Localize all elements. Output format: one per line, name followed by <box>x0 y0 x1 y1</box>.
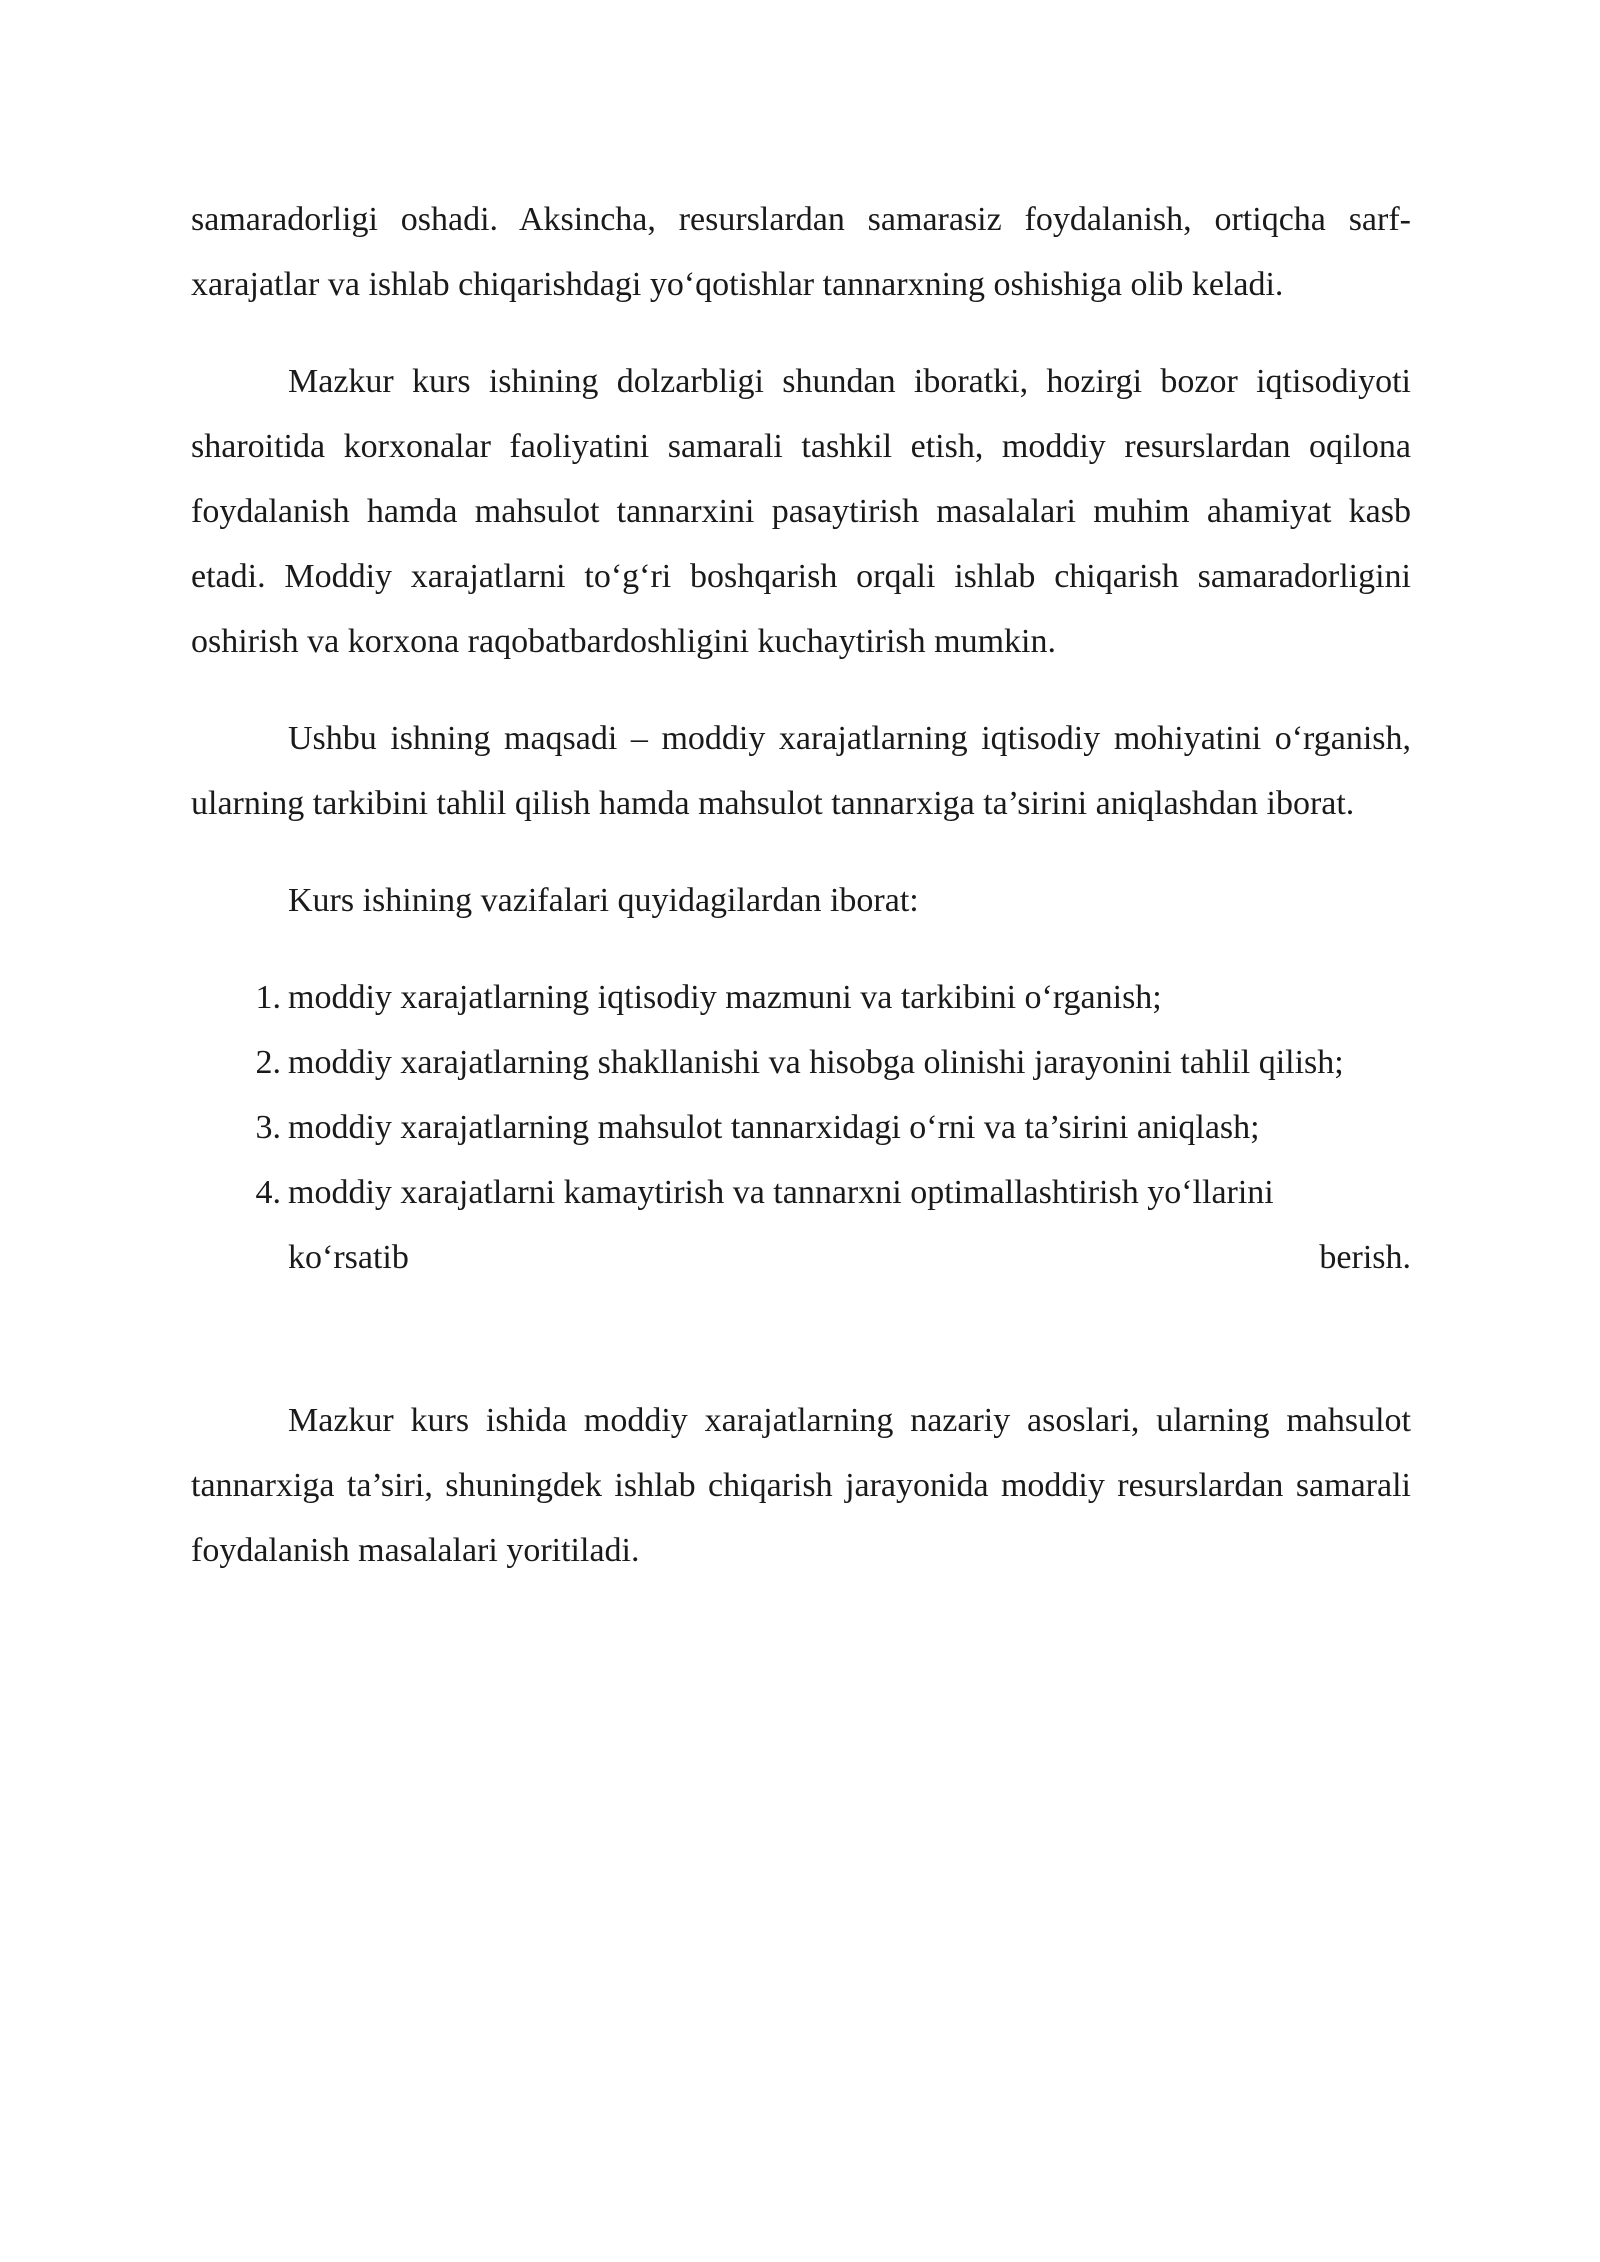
list-item-text: moddiy xarajatlarni kamaytirish va tannarxni optimallashtirish yoʻllarini <box>288 1174 1274 1211</box>
list-item-text: moddiy xarajatlarning iqtisodiy mazmuni va tarkibini oʻrganish; <box>288 979 1162 1016</box>
list-item-text: moddiy xarajatlarning mahsulot tannarxidagi oʻrni va ta’sirini aniqlash; <box>288 1109 1260 1146</box>
list-item-last-line <box>288 1225 1411 1290</box>
list-item-number: 2. <box>255 1044 281 1081</box>
list-item <box>255 1160 1411 1290</box>
paragraph-conclusion: Mazkur kurs ishida moddiy xarajatlarning nazariy asoslari, ularning mahsulot tannarxiga ta’siri, shuningdek ishlab chiqarish jarayonida moddiy resurslardan samarali foydalanish masalalari yoritiladi. <box>191 1402 1411 1569</box>
document-body <box>191 187 1411 1583</box>
paragraph-intro-continuation: samaradorligi oshadi. Aksincha, resurslardan samarasiz foydalanish, ortiqcha sarf-xarajatlar va ishlab chiqarishdagi yoʻqotishlar tannarxning oshishiga olib keladi. <box>191 201 1411 303</box>
list-item-text-end-right: berish. <box>1319 1239 1411 1276</box>
paragraph-goal: Ushbu ishning maqsadi – moddiy xarajatlarning iqtisodiy mohiyatini oʻrganish, ularning tarkibini tahlil qilish hamda mahsulot tannarxiga ta’sirini aniqlashdan iborat. <box>191 720 1411 822</box>
list-item <box>255 1030 1411 1095</box>
list-item-number: 3. <box>255 1109 281 1146</box>
tasks-list <box>191 965 1411 1290</box>
list-item-number: 1. <box>255 979 281 1016</box>
list-item <box>255 1095 1411 1160</box>
list-item-number: 4. <box>255 1174 281 1211</box>
paragraph-tasks-heading: Kurs ishining vazifalari quyidagilardan iborat: <box>288 882 919 919</box>
list-item <box>255 965 1411 1030</box>
list-item-text-end-left: koʻrsatib <box>288 1239 409 1276</box>
list-item-text: moddiy xarajatlarning shakllanishi va hisobga olinishi jarayonini tahlil qilish; <box>288 1044 1344 1081</box>
paragraph-relevance: Mazkur kurs ishining dolzarbligi shundan iboratki, hozirgi bozor iqtisodiyoti sharoitida korxonalar faoliyatini samarali tashkil etish, moddiy resurslardan oqilona foydalanish hamda mahsulot tannarxini pasaytirish masalalari muhim ahamiyat kasb etadi. Moddiy xarajatlarni toʻgʻri boshqarish orqali ishlab chiqarish samaradorligini oshirish va korxona raqobatbardoshligini kuchaytirish mumkin. <box>191 363 1411 660</box>
